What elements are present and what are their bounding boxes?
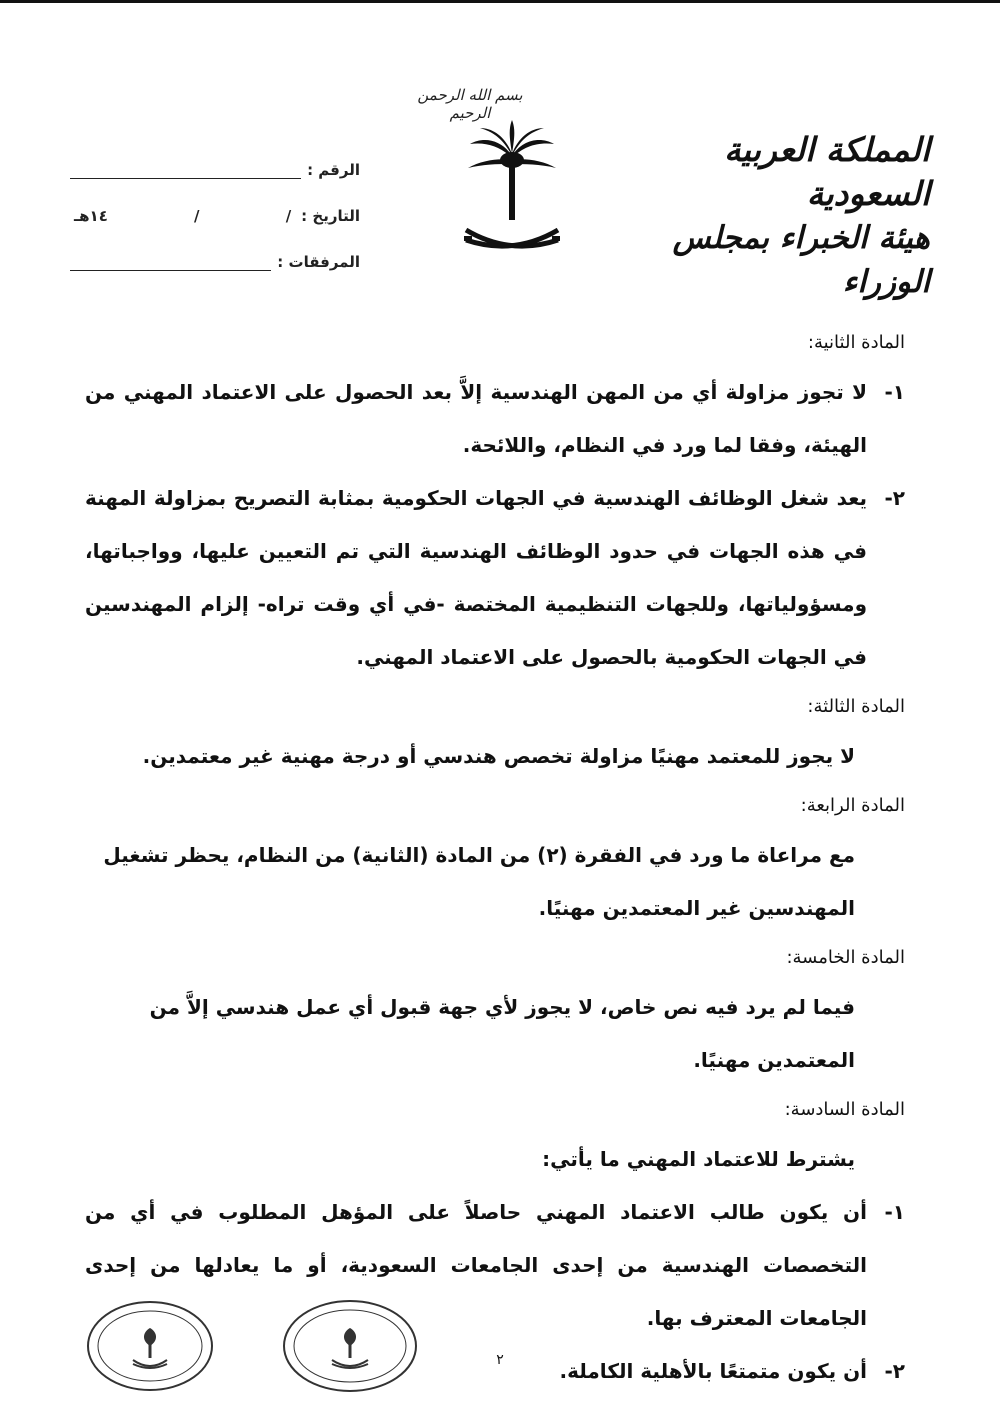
gov-line-kingdom: المملكة العربية السعودية — [724, 130, 930, 213]
article-4-text: مع مراعاة ما ورد في الفقرة (٢) من المادة (الثانية) من النظام، يحظر تشغيل المهندسين غير المعتمدين مهنيًا. — [103, 843, 855, 920]
ref-attachments-line — [70, 254, 271, 271]
item-number: ٢- — [884, 1359, 905, 1383]
article-2-item-2 — [85, 472, 905, 684]
article-3-title: المادة الثالثة: — [807, 696, 905, 717]
ref-attachments-row — [70, 225, 360, 271]
item-text: لا تجوز مزاولة أي من المهن الهندسية إلاَّ بعد الحصول على الاعتماد المهني من الهيئة، وفقا لما ورد في النظام، واللائحة. — [85, 380, 867, 457]
article-6-intro: يشترط للاعتماد المهني ما يأتي: — [542, 1147, 855, 1171]
government-name — [600, 128, 930, 304]
page-number: ٢ — [496, 1352, 504, 1368]
article-6-title: المادة السادسة: — [784, 1099, 905, 1120]
article-3-text: لا يجوز للمعتمد مهنيًا مزاولة تخصص هندسي أو درجة مهنية غير معتمدين. — [142, 744, 855, 768]
item-number: ٢- — [884, 486, 905, 510]
ref-date-value — [70, 207, 295, 225]
item-text: أن يكون طالب الاعتماد المهني حاصلاً على المؤهل المطلوب في أي من التخصصات الهندسية من إحدى الجامعات السعودية، أو ما يعادلها من إحدى الجامعات المعترف بها. — [85, 1200, 867, 1330]
gov-line-bureau: هيئة الخبراء بمجلس الوزراء — [672, 220, 930, 300]
article-5-text: فيما لم يرد فيه نص خاص، لا يجوز لأي جهة قبول أي عمل هندسي إلاَّ من المعتمدين مهنيًا. — [149, 995, 855, 1072]
date-suffix: ١٤هـ — [74, 207, 108, 225]
item-text: أن يكون متمتعًا بالأهلية الكاملة. — [559, 1359, 867, 1383]
item-number: ١- — [884, 1200, 905, 1224]
item-text: يعد شغل الوظائف الهندسية في الجهات الحكومية بمثابة التصريح بمزاولة المهنة في هذه الجهات في حدود الوظائف الهندسية التي تم التعيين عليها، وواجباتها، ومسؤولياتها، وللجهات التنظيمية المختصة -في أي وقت تراه- إلزام المهندسين في الجهات الحكومية بالحصول على الاعتماد المهني. — [85, 486, 867, 669]
basmala: بسم الله الرحمن الرحيم — [417, 86, 523, 122]
article-2-title: المادة الثانية: — [807, 332, 905, 353]
item-number: ١- — [884, 380, 905, 404]
article-4-title: المادة الرابعة: — [800, 795, 905, 816]
ref-date-row — [70, 179, 360, 225]
ref-attachments-label: المرفقات : — [277, 253, 360, 271]
page-top-border — [0, 0, 1000, 3]
article-5-title: المادة الخامسة: — [786, 947, 905, 968]
ref-number-line — [70, 162, 301, 179]
article-2-item-1 — [85, 366, 905, 472]
ref-number-row — [70, 133, 360, 179]
ref-date-label: التاريخ : — [301, 207, 360, 225]
document-body — [85, 320, 905, 1398]
date-slash: / — [285, 207, 292, 225]
ref-number-label: الرقم : — [307, 161, 360, 179]
official-seal-icon — [280, 1298, 420, 1394]
saudi-emblem-icon — [462, 118, 562, 268]
official-seal-icon — [85, 1298, 215, 1394]
date-slash: / — [194, 207, 200, 225]
reference-block — [70, 133, 360, 271]
